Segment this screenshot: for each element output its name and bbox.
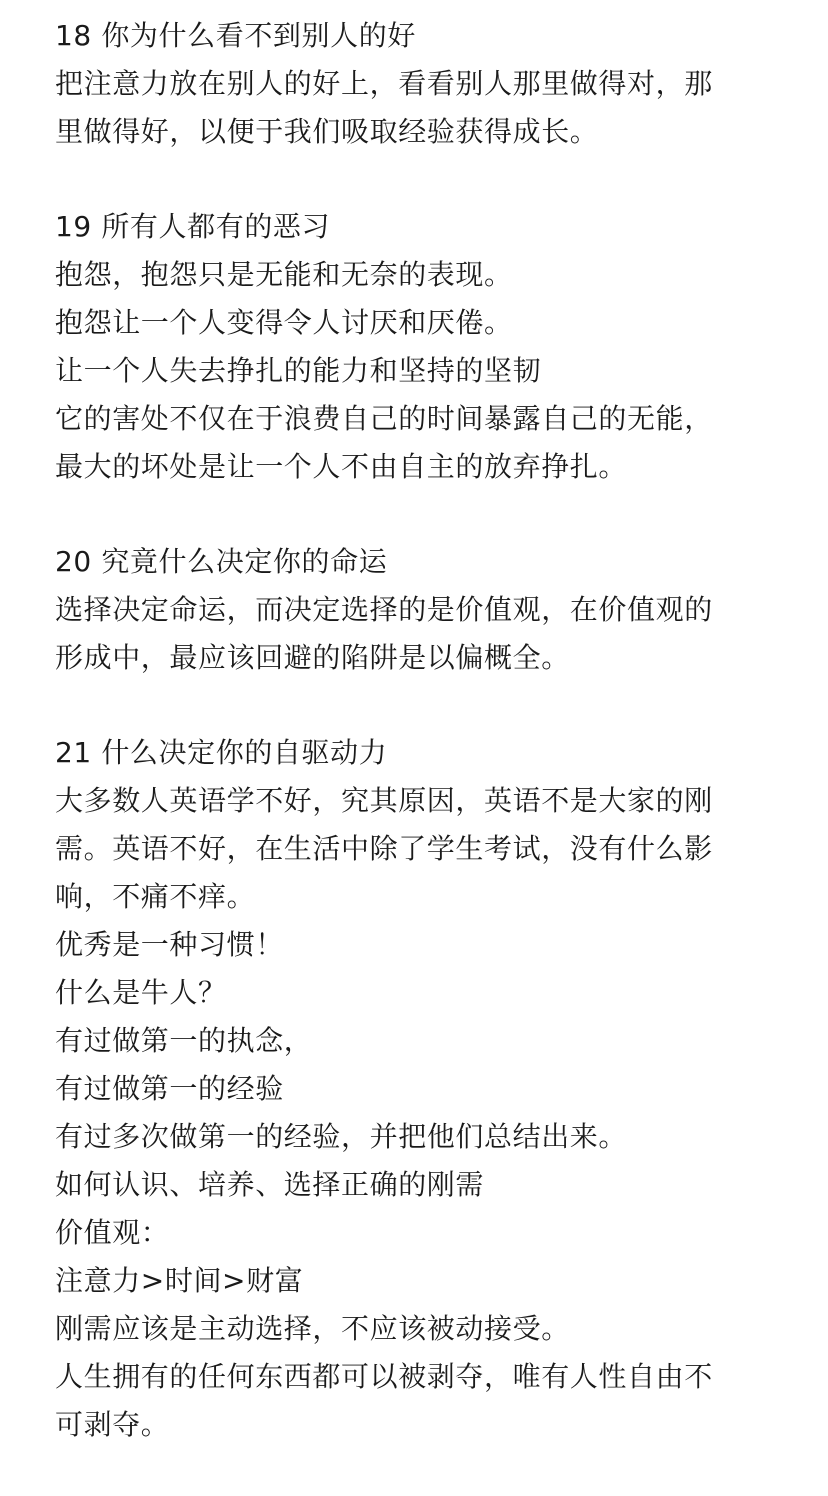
paragraph-line: 有过做第一的执念， xyxy=(55,1024,313,1057)
paragraph-line: 响，不痛不痒。 xyxy=(55,880,256,913)
article-body xyxy=(55,12,775,1496)
paragraph-line: 有过多次做第一的经验，并把他们总结出来。 xyxy=(55,1120,628,1153)
paragraph-line: 它的害处不仅在于浪费自己的时间暴露自己的无能， xyxy=(55,402,713,435)
paragraph-line: 价值观： xyxy=(55,1216,170,1249)
paragraph-line: 刚需应该是主动选择，不应该被动接受。 xyxy=(55,1312,570,1345)
paragraph-line: 人生拥有的任何东西都可以被剥夺，唯有人性自由不 xyxy=(55,1360,713,1393)
section-19 xyxy=(55,203,775,491)
paragraph-line: 优秀是一种习惯！ xyxy=(55,928,284,961)
paragraph-line: 什么是牛人？ xyxy=(55,976,227,1009)
paragraph-line: 选择决定命运，而决定选择的是价值观，在价值观的 xyxy=(55,593,713,626)
paragraph-line: 可剥夺。 xyxy=(55,1408,170,1441)
section-21 xyxy=(55,729,775,1449)
paragraph-line: 里做得好，以便于我们吸取经验获得成长。 xyxy=(55,115,599,148)
section-18 xyxy=(55,12,775,156)
section-heading: 18 你为什么看不到别人的好 xyxy=(55,19,416,52)
paragraph-line: 让一个人失去挣扎的能力和坚持的坚韧 xyxy=(55,354,542,387)
paragraph-line: 最大的坏处是让一个人不由自主的放弃挣扎。 xyxy=(55,450,628,483)
paragraph-line: 大多数人英语学不好，究其原因，英语不是大家的刚 xyxy=(55,784,713,817)
paragraph-line: 需。英语不好，在生活中除了学生考试，没有什么影 xyxy=(55,832,713,865)
section-20 xyxy=(55,538,775,682)
section-heading: 19 所有人都有的恶习 xyxy=(55,210,331,243)
paragraph-line: 把注意力放在别人的好上，看看别人那里做得对，那 xyxy=(55,67,713,100)
paragraph-line: 注意力>时间>财富 xyxy=(55,1264,304,1297)
paragraph-line: 如何认识、培养、选择正确的刚需 xyxy=(55,1168,485,1201)
paragraph-line: 抱怨让一个人变得令人讨厌和厌倦。 xyxy=(55,306,513,339)
section-heading: 21 什么决定你的自驱动力 xyxy=(55,736,388,769)
paragraph-line: 形成中，最应该回避的陷阱是以偏概全。 xyxy=(55,641,570,674)
paragraph-line: 有过做第一的经验 xyxy=(55,1072,284,1105)
paragraph-line: 抱怨，抱怨只是无能和无奈的表现。 xyxy=(55,258,513,291)
section-heading: 20 究竟什么决定你的命运 xyxy=(55,545,388,578)
